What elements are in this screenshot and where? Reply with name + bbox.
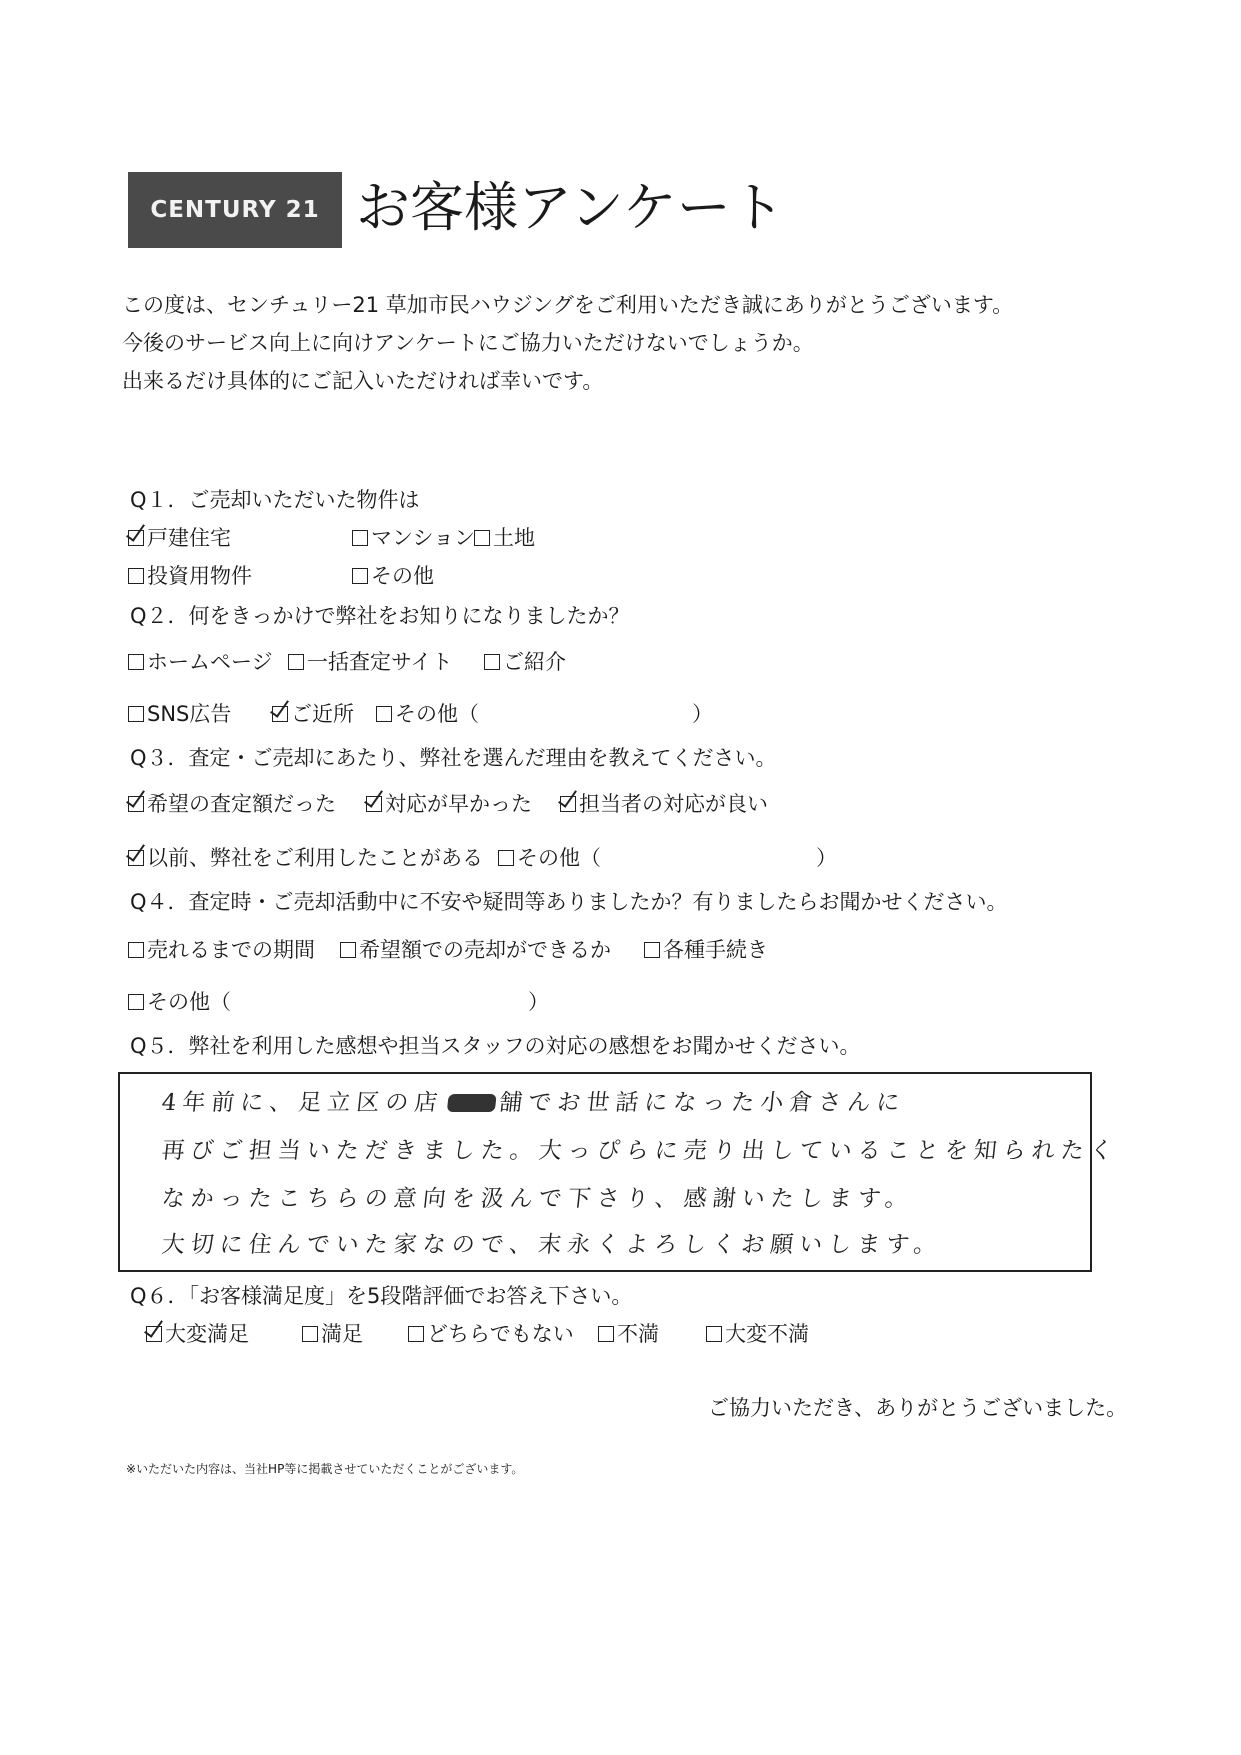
q2-question: Q２．何をきっかけで弊社をお知りになりましたか？	[130, 604, 630, 628]
q3-option[interactable]: その他（	[498, 842, 601, 872]
q3-option[interactable]: 希望の査定額だった	[128, 788, 336, 818]
q6-option[interactable]: 不満	[598, 1318, 659, 1348]
q3-option[interactable]: 以前、弊社をご利用したことがある	[128, 842, 483, 872]
q6-option[interactable]: どちらでもない	[408, 1318, 574, 1348]
checkbox[interactable]	[706, 1326, 722, 1342]
checkbox[interactable]	[288, 654, 304, 670]
checkbox[interactable]	[474, 530, 490, 546]
q3-question: Q３．査定・ご売却にあたり、弊社を選んだ理由を教えてください。	[130, 746, 777, 770]
thanks-message: ご協力いただき、ありがとうございました。	[708, 1396, 1128, 1420]
intro-line: 今後のサービス向上に向けアンケートにご協力いただけないでしょうか。	[122, 331, 814, 355]
q6-option[interactable]: 満足	[302, 1318, 363, 1348]
checkbox[interactable]	[352, 568, 368, 584]
q1-option[interactable]: 投資用物件	[128, 560, 252, 590]
close-paren: ）	[816, 846, 837, 870]
q5-question: Q５．弊社を利用した感想や担当スタッフの対応の感想をお聞かせください。	[130, 1034, 861, 1058]
century21-logo: CENTURY 21	[128, 172, 342, 248]
footnote: ※いただいた内容は、当社HP等に掲載させていただくことがございます。	[126, 1462, 524, 1476]
close-paren: ）	[692, 702, 713, 726]
intro-line: この度は、センチュリー21 草加市民ハウジングをご利用いただき誠にありがとうございます。	[122, 293, 1014, 317]
checkbox-checked[interactable]	[272, 706, 288, 722]
checkbox[interactable]	[128, 994, 144, 1010]
checkbox[interactable]	[128, 568, 144, 584]
redaction-mark	[446, 1094, 496, 1112]
q3-option[interactable]: 担当者の対応が良い	[560, 788, 768, 818]
checkbox[interactable]	[340, 942, 356, 958]
checkbox[interactable]	[498, 850, 514, 866]
q4-option[interactable]: 売れるまでの期間	[128, 934, 315, 964]
checkbox[interactable]	[128, 654, 144, 670]
intro-text	[122, 286, 1013, 400]
checkbox-checked[interactable]	[128, 850, 144, 866]
q1-option[interactable]: その他	[352, 560, 434, 590]
handwritten-answer-line: 4年前に、足立区の店 舗でお世話になった小倉さんに	[160, 1090, 907, 1116]
checkbox[interactable]	[128, 942, 144, 958]
q6-option[interactable]: 大変不満	[706, 1318, 809, 1348]
checkbox-checked[interactable]	[146, 1326, 162, 1342]
q4-question: Q４．査定時・ご売却活動中に不安や疑問等ありましたか？有りましたらお聞かせください。	[130, 890, 1008, 914]
checkbox-checked[interactable]	[560, 796, 576, 812]
q4-option[interactable]: 希望額での売却ができるか	[340, 934, 611, 964]
q2-option[interactable]: ご近所	[272, 698, 354, 728]
checkbox[interactable]	[408, 1326, 424, 1342]
checkbox[interactable]	[376, 706, 392, 722]
q1-option[interactable]: マンション	[352, 522, 475, 552]
checkbox[interactable]	[484, 654, 500, 670]
q4-option[interactable]: 各種手続き	[644, 934, 768, 964]
q4-option[interactable]: その他（	[128, 986, 231, 1016]
q2-option[interactable]: SNS広告	[128, 698, 231, 728]
q3-option[interactable]: 対応が早かった	[366, 788, 532, 818]
handwritten-answer-line: 大切に住んでいた家なので、末永くよろしくお願いします。	[160, 1232, 944, 1258]
checkbox[interactable]	[644, 942, 660, 958]
q2-option[interactable]: ホームページ	[128, 646, 273, 676]
checkbox[interactable]	[352, 530, 368, 546]
handwritten-answer-line: なかったこちらの意向を汲んで下さり、感謝いたします。	[160, 1186, 916, 1212]
close-paren: ）	[528, 990, 549, 1014]
q1-option[interactable]: 戸建住宅	[128, 522, 231, 552]
q2-option[interactable]: 一括査定サイト	[288, 646, 453, 676]
checkbox-checked[interactable]	[128, 530, 144, 546]
checkbox-checked[interactable]	[128, 796, 144, 812]
intro-line: 出来るだけ具体的にご記入いただければ幸いです。	[122, 369, 604, 393]
q1-option[interactable]: 土地	[474, 522, 535, 552]
page-title: お客様アンケート	[356, 176, 785, 239]
checkbox[interactable]	[302, 1326, 318, 1342]
checkbox-checked[interactable]	[366, 796, 382, 812]
checkbox[interactable]	[128, 706, 144, 722]
handwritten-answer-line: 再びご担当いただきました。大っぴらに売り出していることを知られたく	[160, 1138, 1121, 1164]
checkbox[interactable]	[598, 1326, 614, 1342]
q2-option[interactable]: その他（	[376, 698, 479, 728]
q6-option[interactable]: 大変満足	[146, 1318, 249, 1348]
q6-question: Q６．「お客様満足度」を5段階評価でお答え下さい。	[130, 1284, 633, 1308]
q1-question: Q１．ご売却いただいた物件は	[130, 488, 420, 512]
q2-option[interactable]: ご紹介	[484, 646, 566, 676]
